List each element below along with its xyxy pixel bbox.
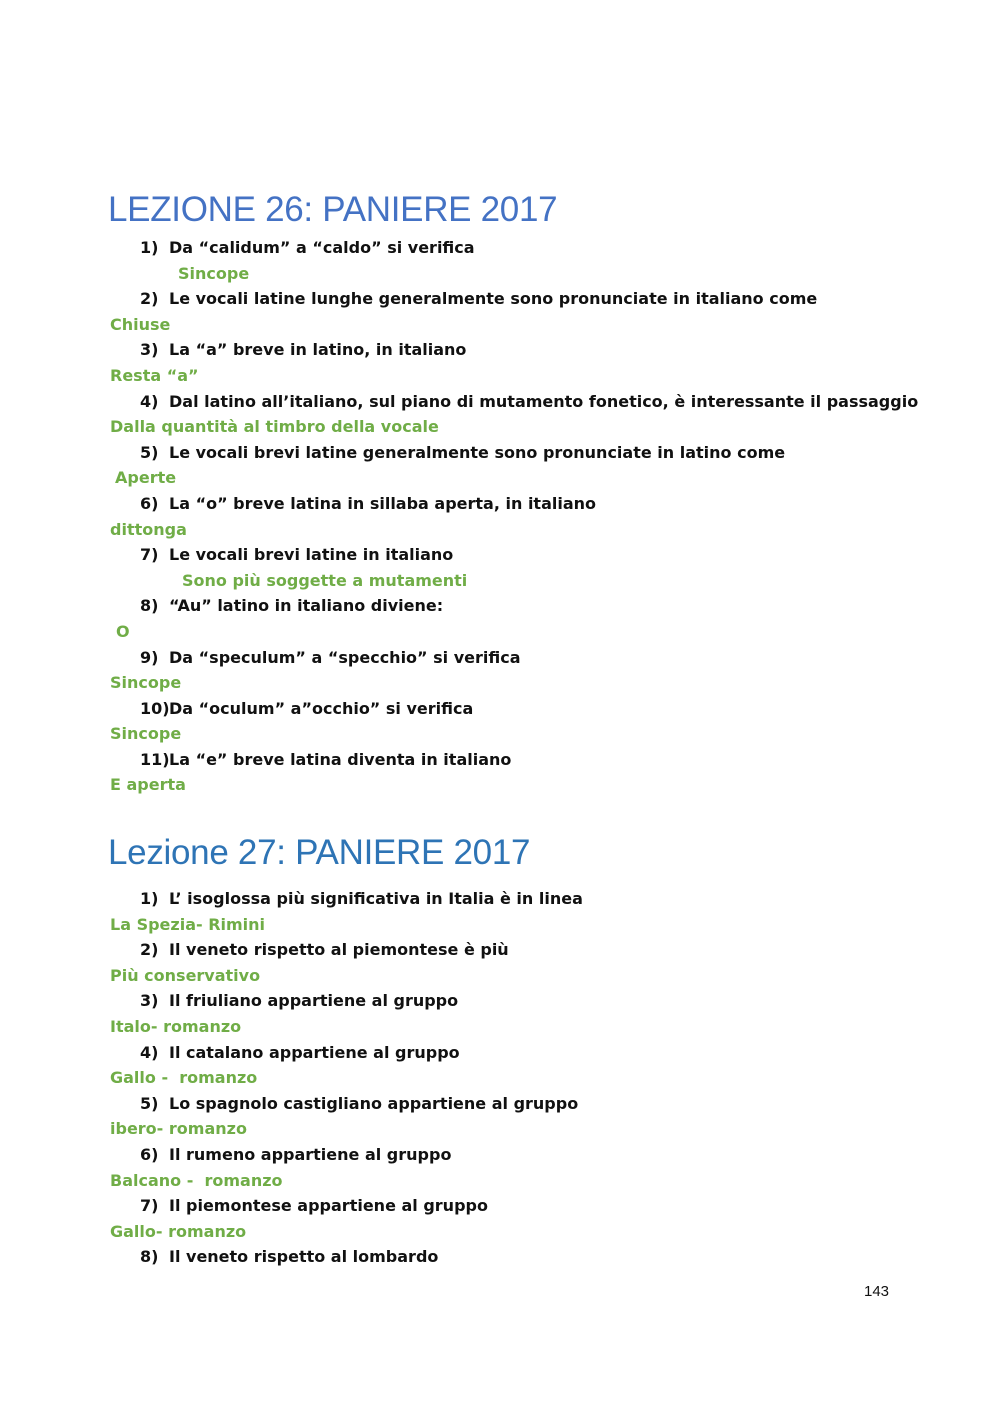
- question-text: Il veneto rispetto al piemontese è più: [169, 940, 509, 960]
- question-text: Lo spagnolo castigliano appartiene al gruppo: [169, 1093, 579, 1113]
- question-number: 4): [140, 391, 159, 411]
- lesson-27-quiz: [0, 886, 1000, 1270]
- question-row: [0, 886, 1000, 912]
- answer-text: Aperte: [115, 468, 177, 488]
- answer-text: Sincope: [110, 724, 182, 744]
- question-row: [0, 440, 1000, 466]
- question-number: 2): [140, 940, 159, 960]
- question-row: [0, 491, 1000, 517]
- answer-text: Italo- romanzo: [110, 1016, 242, 1036]
- question-row: [0, 337, 1000, 363]
- question-number: 8): [140, 596, 159, 616]
- question-number: 2): [140, 289, 159, 309]
- question-number: 3): [140, 991, 159, 1011]
- question-row: [0, 988, 1000, 1014]
- answer-text: dittonga: [110, 519, 187, 539]
- question-number: 11): [140, 749, 170, 769]
- question-number: 6): [140, 1144, 159, 1164]
- question-text: L’ isoglossa più significativa in Italia è in linea: [169, 889, 583, 908]
- question-text: Le vocali latine lunghe generalmente sono pronunciate in italiano come: [169, 289, 818, 309]
- answer-text: Sincope: [178, 263, 250, 283]
- question-text: La “e” breve latina diventa in italiano: [169, 749, 512, 769]
- answer-text: Gallo- romanzo: [110, 1221, 247, 1241]
- question-row: [0, 286, 1000, 312]
- question-row: [0, 1193, 1000, 1219]
- question-number: 5): [140, 1093, 159, 1113]
- question-number: 6): [140, 493, 159, 513]
- question-text: Da “speculum” a “specchio” si verifica: [169, 647, 521, 667]
- question-text: Le vocali brevi latine in italiano: [169, 545, 454, 565]
- question-number: 7): [140, 545, 159, 565]
- answer-text: Più conservativo: [110, 965, 261, 985]
- lesson-26-quiz: [0, 235, 1000, 798]
- question-row: [0, 542, 1000, 568]
- question-row: [0, 645, 1000, 671]
- lesson-27-heading: Lezione 27: PANIERE 2017: [108, 833, 531, 872]
- question-text: La “o” breve latina in sillaba aperta, in italiano: [169, 493, 597, 513]
- question-number: 3): [140, 340, 159, 360]
- question-text: Il catalano appartiene al gruppo: [169, 1042, 460, 1062]
- question-row: [0, 1040, 1000, 1066]
- question-text: Dal latino all’italiano, sul piano di mutamento fonetico, è interessante il passaggio: [169, 391, 919, 411]
- question-row: [0, 389, 1000, 415]
- question-row: [0, 1091, 1000, 1117]
- answer-text: Gallo - romanzo: [110, 1068, 258, 1088]
- question-row: [0, 235, 1000, 261]
- question-text: “Au” latino in italiano diviene:: [169, 596, 444, 616]
- question-number: 8): [140, 1247, 159, 1267]
- answer-text: Sincope: [110, 673, 182, 693]
- page-number: 143: [864, 1283, 890, 1300]
- question-text: Da “oculum” a”occhio” si verifica: [169, 698, 474, 718]
- question-text: Il veneto rispetto al lombardo: [169, 1247, 439, 1267]
- lesson-26-heading: LEZIONE 26: PANIERE 2017: [108, 190, 558, 229]
- question-row: [0, 1142, 1000, 1168]
- answer-text: Dalla quantità al timbro della vocale: [110, 417, 439, 437]
- question-number: 9): [140, 647, 159, 667]
- answer-text: ibero- romanzo: [110, 1119, 247, 1139]
- answer-text: O: [116, 621, 130, 641]
- question-text: Le vocali brevi latine generalmente sono pronunciate in latino come: [169, 442, 786, 462]
- question-text: La “a” breve in latino, in italiano: [169, 340, 467, 360]
- question-row: [0, 696, 1000, 722]
- question-row: [0, 1244, 1000, 1270]
- answer-text: La Spezia- Rimini: [110, 914, 266, 934]
- question-text: Da “calidum” a “caldo” si verifica: [169, 238, 475, 257]
- answer-text: Chiuse: [110, 314, 171, 334]
- question-text: Il rumeno appartiene al gruppo: [169, 1144, 452, 1164]
- answer-text: Balcano - romanzo: [110, 1170, 283, 1190]
- question-text: Il friuliano appartiene al gruppo: [169, 991, 459, 1011]
- question-text: Il piemontese appartiene al gruppo: [169, 1196, 488, 1216]
- question-number: 10): [140, 698, 170, 718]
- answer-text: Resta “a”: [110, 365, 199, 385]
- question-row: [0, 593, 1000, 619]
- question-row: [0, 747, 1000, 773]
- question-number: 5): [140, 442, 159, 462]
- question-number: 4): [140, 1042, 159, 1062]
- question-number: 1): [140, 238, 159, 257]
- question-row: [0, 937, 1000, 963]
- answer-text: Sono più soggette a mutamenti: [182, 570, 468, 590]
- answer-text: E aperta: [110, 775, 186, 795]
- question-number: 1): [140, 889, 159, 908]
- question-number: 7): [140, 1196, 159, 1216]
